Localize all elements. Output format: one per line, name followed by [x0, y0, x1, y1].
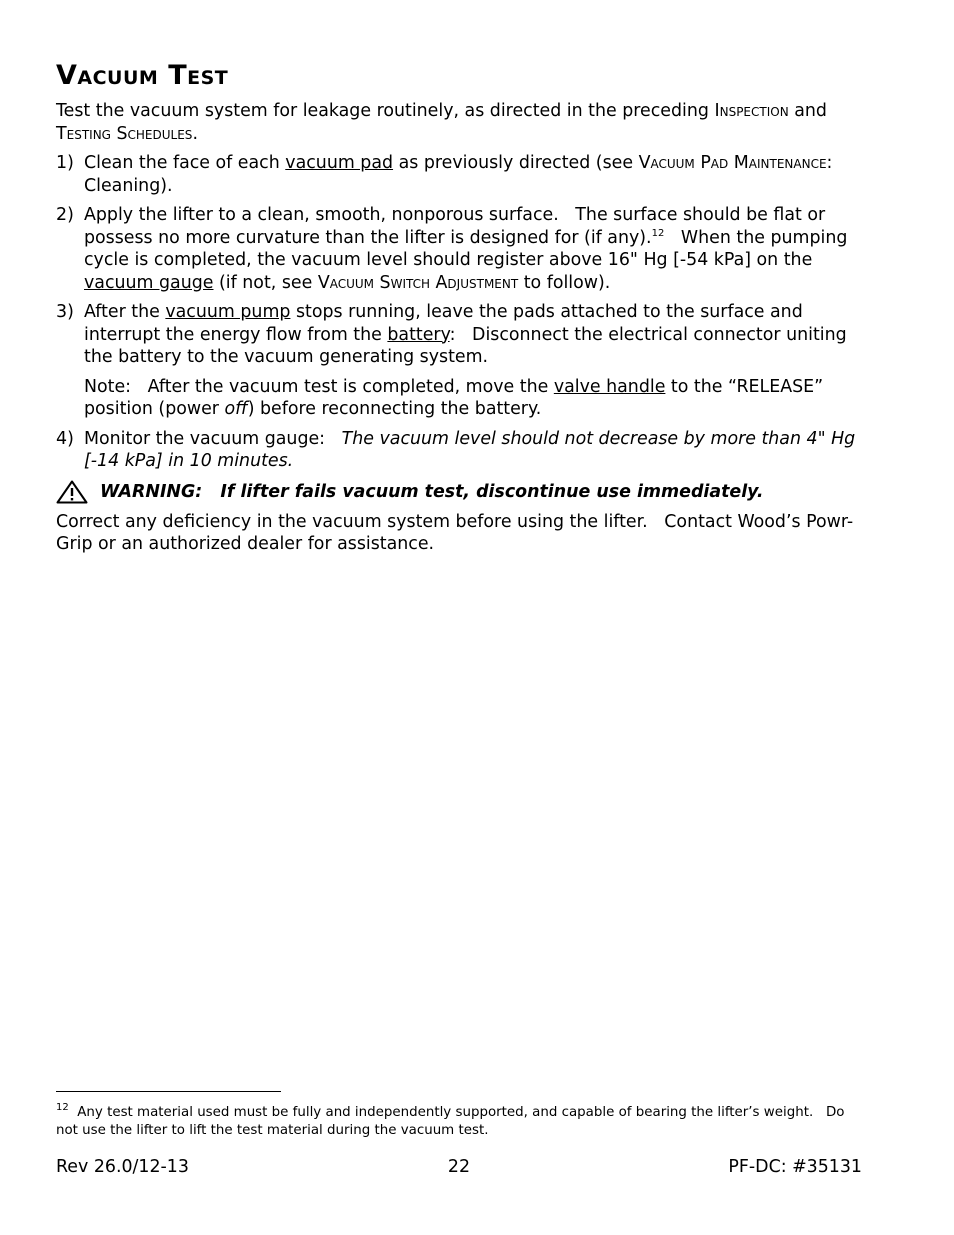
page-number: 22: [447, 1157, 471, 1177]
revision-label: Rev 26.0/12-13: [56, 1157, 189, 1177]
footnote-reference: 12: [651, 227, 665, 239]
step-1: [56, 152, 864, 197]
vacuum-level-requirement: The vacuum level should not decrease by more than 4" Hg [-14 kPa] in 10 minutes.: [84, 428, 856, 471]
battery-link: battery: [387, 324, 450, 345]
intro-paragraph: Test the vacuum system for leakage routinely, as directed in the preceding Inspection and Testing Schedules.: [56, 101, 827, 144]
document-number: PF-DC: #35131: [728, 1157, 862, 1177]
inspection-reference: Inspection: [714, 101, 789, 121]
step-number: 4): [56, 428, 74, 449]
step-text: Clean the face of each vacuum pad as previously directed (see Vacuum Pad Maintenance: Cleaning).: [84, 153, 833, 196]
step-text: Monitor the vacuum gauge: The vacuum level should not decrease by more than 4" Hg [-14 kPa] in 10 minutes.: [84, 428, 856, 471]
footnote-number: 12: [56, 1102, 69, 1113]
step-text: Apply the lifter to a clean, smooth, nonporous surface. The surface should be flat or possess no more curvature than the lifter is designed for (if any).$^{12}$ When the pumping cycle is completed, the vacuum level should register above 16" Hg [-54 kPa] on the vacuum gauge (if not, see Vacuum Switch Adjustment to follow).: [84, 205, 848, 293]
warning-text: WARNING: If lifter fails vacuum test, discontinue use immediately.: [100, 481, 764, 502]
footnote: [56, 1104, 856, 1140]
page-title: Vacuum Test: [56, 60, 229, 91]
footnote-divider: [56, 1091, 281, 1092]
step-2: [56, 204, 864, 294]
step-3: [56, 301, 864, 369]
step-4: [56, 428, 864, 473]
warning-block: [56, 480, 864, 504]
vacuum-pump-link: vacuum pump: [165, 302, 291, 322]
vacuum-pad-link: vacuum pad: [285, 153, 394, 173]
step-number: 3): [56, 302, 74, 322]
step-number: 2): [56, 205, 74, 225]
vacuum-pad-maintenance-reference: Vacuum Pad Maintenance: [638, 153, 827, 173]
vacuum-switch-adjustment-reference: Vacuum Switch Adjustment: [317, 272, 519, 293]
warning-triangle-icon: [56, 480, 100, 504]
step-number: 1): [56, 153, 74, 173]
testing-schedules-reference: Testing Schedules: [56, 123, 193, 144]
page-content: [56, 58, 864, 556]
vacuum-gauge-link: vacuum gauge: [84, 272, 214, 293]
valve-handle-link: valve handle: [553, 376, 666, 397]
note-paragraph: Note: After the vacuum test is completed, move the valve handle to the “RELEASE” position (power off) before reconnecting the battery.: [84, 376, 824, 419]
step-text: After the vacuum pump stops running, leave the pads attached to the surface and interrupt the energy flow from the battery: Disconnect the electrical connector uniting the battery to the vacuum generating system.: [84, 302, 847, 367]
closing-paragraph: Correct any deficiency in the vacuum system before using the lifter. Contact Wood’s Powr-Grip or an authorized dealer for assistance.: [56, 511, 854, 554]
footnote-text: Any test material used must be fully and independently supported, and capable of bearing the lifter’s weight. Do not use the lifter to lift the test material during the vacuum test.: [56, 1105, 845, 1138]
